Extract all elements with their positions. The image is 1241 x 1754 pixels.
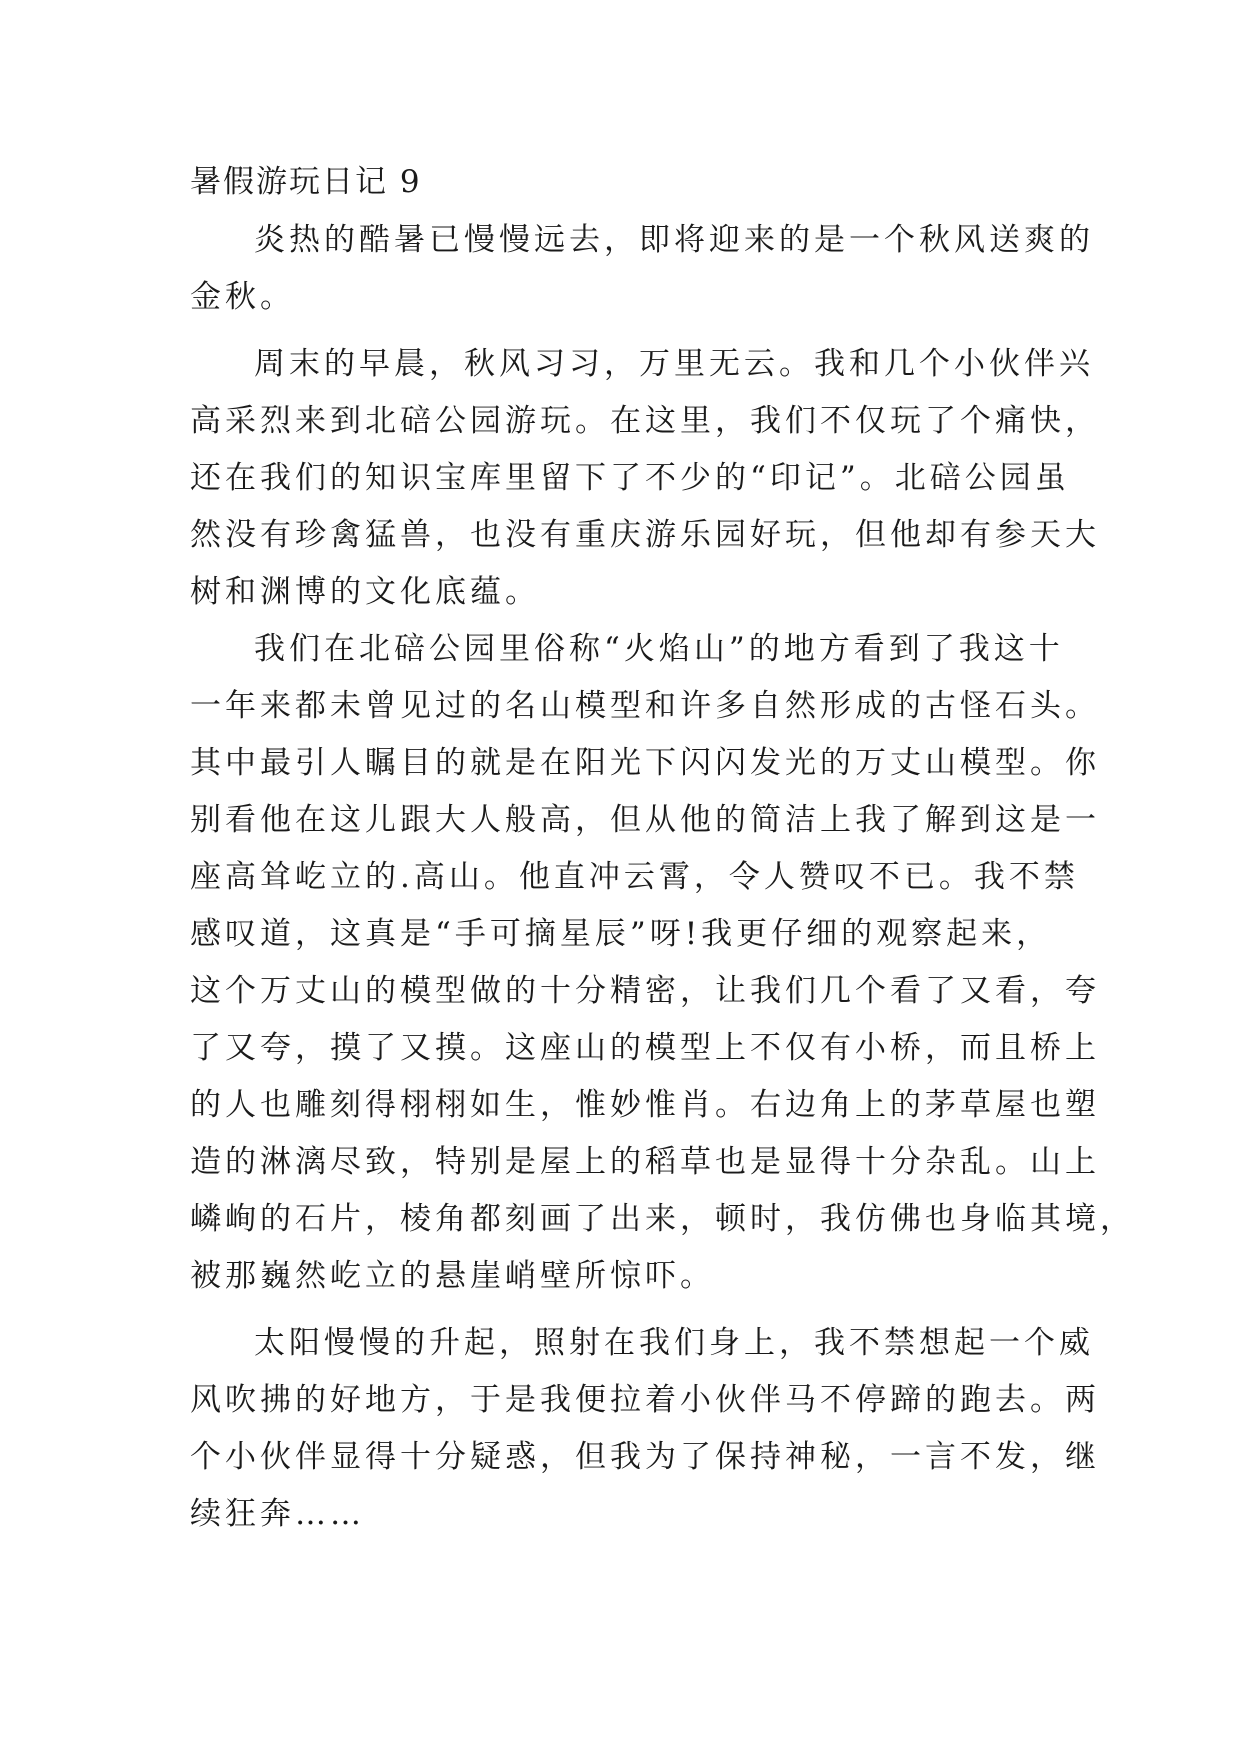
paragraph-line: 一年来都未曾见过的名山模型和许多自然形成的古怪石头。 xyxy=(190,688,1100,724)
paragraph-line: 了又夸，摸了又摸。这座山的模型上不仅有小桥，而且桥上 xyxy=(190,1030,1100,1066)
paragraph-line: 这个万丈山的模型做的十分精密，让我们几个看了又看，夸 xyxy=(190,973,1100,1009)
paragraph-line: 个小伙伴显得十分疑惑，但我为了保持神秘，一言不发，继 xyxy=(190,1439,1100,1475)
paragraph-line: 感叹道，这真是“手可摘星辰”呀!我更仔细的观察起来， xyxy=(190,916,1052,952)
paragraph-line: 被那巍然屹立的悬崖峭壁所惊吓。 xyxy=(190,1258,715,1294)
paragraph-line: 座高耸屹立的.高山。他直冲云霄，令人赞叹不已。我不禁 xyxy=(190,859,1079,895)
paragraph-line: 续狂奔…… xyxy=(190,1496,365,1532)
paragraph-line: 风吹拂的好地方，于是我便拉着小伙伴马不停蹄的跑去。两 xyxy=(190,1382,1100,1418)
paragraph-line: 其中最引人瞩目的就是在阳光下闪闪发光的万丈山模型。你 xyxy=(190,745,1100,781)
paragraph-line: 的人也雕刻得栩栩如生，惟妙惟肖。右边角上的茅草屋也塑 xyxy=(190,1087,1100,1123)
paragraph-line: 造的淋漓尽致，特别是屋上的稻草也是显得十分杂乱。山上 xyxy=(190,1144,1100,1180)
paragraph-line: 嶙峋的石片，棱角都刻画了出来，顿时，我仿佛也身临其境， xyxy=(190,1201,1135,1237)
paragraph-line: 我们在北碚公园里俗称“火焰山”的地方看到了我这十 xyxy=(254,631,1064,667)
paragraph-line: 太阳慢慢的升起，照射在我们身上，我不禁想起一个威 xyxy=(254,1325,1094,1361)
paragraph-line: 然没有珍禽猛兽，也没有重庆游乐园好玩，但他却有参天大 xyxy=(190,517,1100,553)
paragraph-line: 还在我们的知识宝库里留下了不少的“印记”。北碚公园虽 xyxy=(190,460,1070,496)
document-title: 暑假游玩日记 9 xyxy=(190,164,422,200)
paragraph-line: 高采烈来到北碚公园游玩。在这里，我们不仅玩了个痛快， xyxy=(190,403,1100,439)
paragraph-line: 树和渊博的文化底蕴。 xyxy=(190,574,540,610)
paragraph-line: 周末的早晨，秋风习习，万里无云。我和几个小伙伴兴 xyxy=(254,346,1094,382)
paragraph-line: 炎热的酷暑已慢慢远去，即将迎来的是一个秋风送爽的 xyxy=(254,222,1094,258)
paragraph-line: 别看他在这儿跟大人般高，但从他的简洁上我了解到这是一 xyxy=(190,802,1100,838)
paragraph-line: 金秋。 xyxy=(190,279,295,315)
